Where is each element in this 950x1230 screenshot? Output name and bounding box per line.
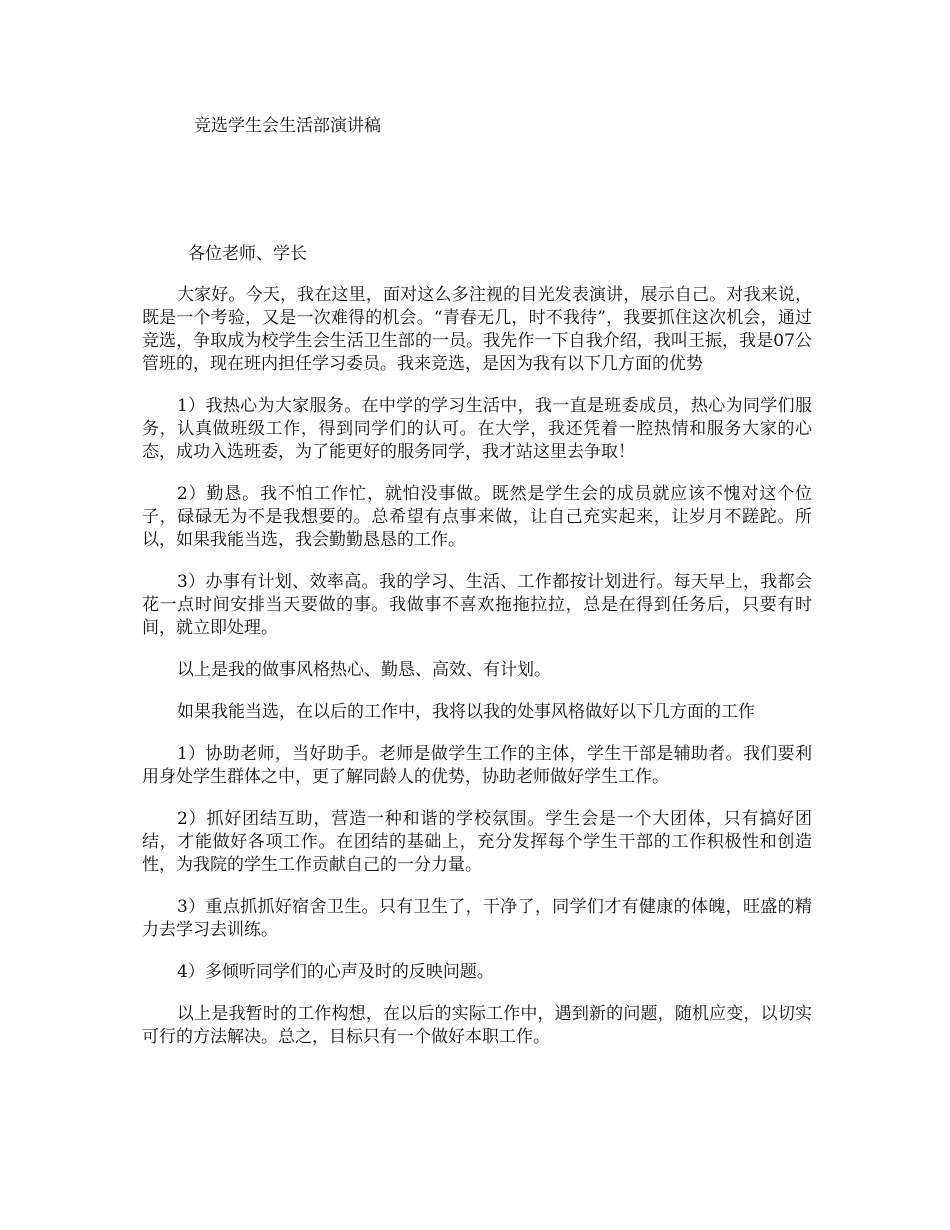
paragraph-strength-2: 2）勤恳。我不怕工作忙，就怕没事做。既然是学生会的成员就应该不愧对这个位子，碌碌无为不是我想要的。总希望有点事来做，让自己充实起来，让岁月不蹉跎。所以，如果我能当选，我会勤勤恳恳的工作。 bbox=[142, 484, 812, 550]
paragraph-intro: 大家好。今天，我在这里，面对这么多注视的目光发表演讲，展示自己。对我来说，既是一个考验，又是一次难得的机会。“青春无几，时不我待”，我要抓住这次机会，通过竞选，争取成为校学生会生活卫生部的一员。我先作一下自我介绍，我叫王振，我是07公管班的，现在班内担任学习委员。我来竞选，是因为我有以下几方面的优势 bbox=[142, 285, 812, 374]
paragraph-strength-3: 3）办事有计划、效率高。我的学习、生活、工作都按计划进行。每天早上，我都会花一点时间安排当天要做的事。我做事不喜欢拖拖拉拉，总是在得到任务后，只要有时间，就立即处理。 bbox=[142, 572, 812, 638]
paragraph-plan-3: 3）重点抓抓好宿舍卫生。只有卫生了，干净了，同学们才有健康的体魄，旺盛的精力去学习去训练。 bbox=[142, 897, 812, 940]
paragraph-plan-4: 4）多倾听同学们的心声及时的反映问题。 bbox=[177, 962, 494, 982]
document-title: 竞选学生会生活部演讲稿 bbox=[194, 116, 381, 136]
salutation: 各位老师、学长 bbox=[188, 244, 307, 264]
paragraph-plan-1: 1）协助老师，当好助手。老师是做学生工作的主体，学生干部是辅助者。我们要利用身处学生群体之中，更了解同龄人的优势，协助老师做好学生工作。 bbox=[142, 744, 812, 787]
paragraph-conclusion: 以上是我暂时的工作构想，在以后的实际工作中，遇到新的问题，随机应变，以切实可行的方法解决。总之，目标只有一个做好本职工作。 bbox=[142, 1004, 812, 1047]
paragraph-strength-1: 1）我热心为大家服务。在中学的学习生活中，我一直是班委成员，热心为同学们服务，认真做班级工作，得到同学们的认可。在大学，我还凭着一腔热情和服务大家的心态，成功入选班委，为了能更好的服务同学，我才站这里去争取！ bbox=[142, 396, 812, 462]
paragraph-plan-2: 2）抓好团结互助，营造一种和谐的学校氛围。学生会是一个大团体，只有搞好团结，才能做好各项工作。在团结的基础上，充分发挥每个学生干部的工作积极性和创造性，为我院的学生工作贡献自己的一分力量。 bbox=[142, 809, 812, 875]
paragraph-summary-style: 以上是我的做事风格热心、勤恳、高效、有计划。 bbox=[177, 660, 551, 680]
document-body bbox=[142, 284, 812, 1068]
paragraph-plan-intro: 如果我能当选，在以后的工作中，我将以我的处事风格做好以下几方面的工作 bbox=[177, 702, 755, 722]
